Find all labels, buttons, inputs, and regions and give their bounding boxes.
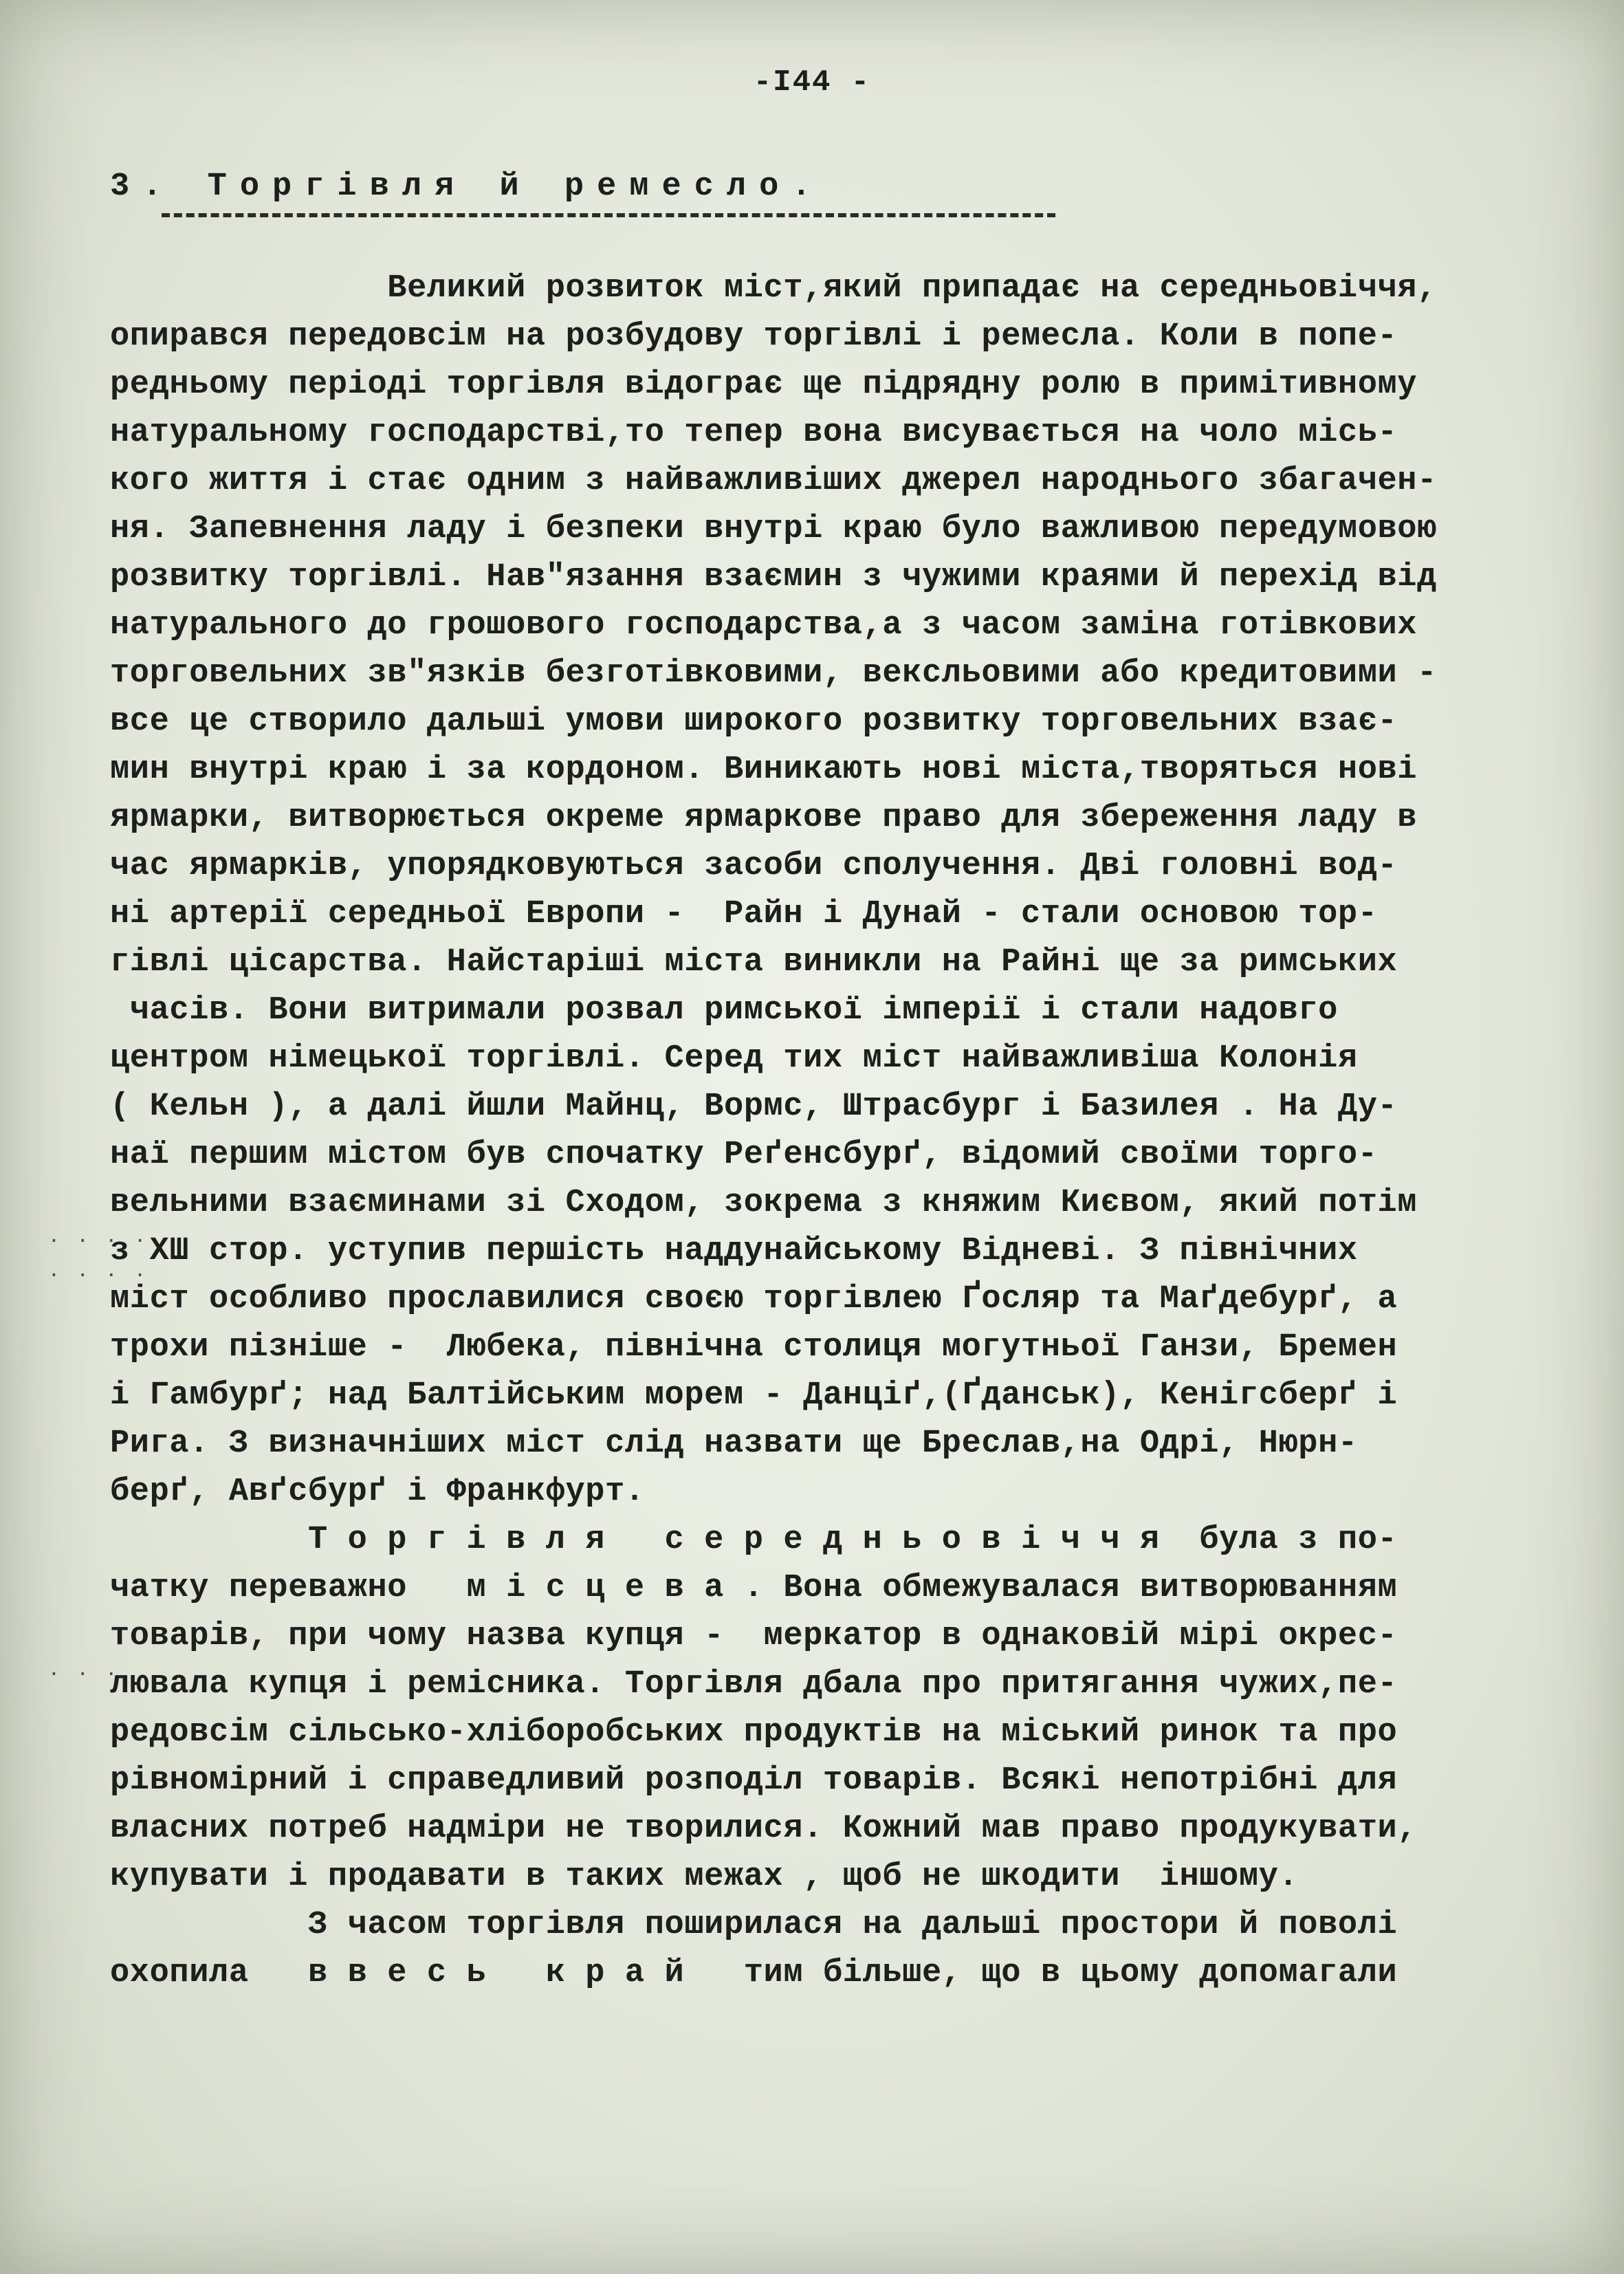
heading-underline: [162, 213, 1055, 217]
page-number: -I44 -: [753, 65, 871, 100]
text-line: і Гамбурґ; над Балтійським морем - Данціґ,(Ґданськ), Кенігсберґ і: [110, 1377, 1398, 1414]
text-line: ні артерії середньої Европи - Райн і Дунай - стали основою тор-: [110, 896, 1378, 932]
text-line: час ярмарків, упорядковуються засоби сполучення. Дві головні вод-: [110, 848, 1398, 884]
text-line: власних потреб надміри не творилися. Кожний мав право продукувати,: [110, 1811, 1418, 1847]
text-line: центром німецької торгівлі. Серед тих міст найважливіша Колонія: [110, 1040, 1358, 1077]
text-line: наї першим містом був спочатку Реґенсбурґ, відомий своїми торго-: [110, 1137, 1378, 1173]
text-line: трохи пізніше - Любека, північна столиця могутньої Ганзи, Бремен: [110, 1329, 1398, 1366]
text-line: з ХШ стор. уступив першість наддунайському Відневі. З північних: [110, 1233, 1358, 1269]
text-line: редньому періоді торгівля відограє ще підрядну ролю в примітивному: [110, 367, 1418, 403]
text-line: Рига. З визначніших міст слід назвати ще Бреслав,на Одрі, Нюрн-: [110, 1425, 1358, 1462]
text-line: Великий розвиток міст,який припадає на середньовіччя,: [110, 270, 1437, 307]
text-line: товарів, при чому назва купця - меркатор в однаковій мірі окрес-: [110, 1618, 1398, 1654]
text-line: ( Кельн ), а далі йшли Майнц, Вормс, Штрасбург і Базилея . На Ду-: [110, 1089, 1398, 1125]
text-line: редовсім сільсько-хліборобських продуктів на міський ринок та про: [110, 1714, 1398, 1751]
text-line: натурального до грошового господарства,а з часом заміна готівкових: [110, 607, 1418, 644]
text-line: натуральному господарстві,то тепер вона висувається на чоло місь-: [110, 415, 1398, 451]
text-line: все це створило дальші умови широкого розвитку торговельних взає-: [110, 703, 1398, 740]
text-line: гівлі цісарства. Найстаріші міста виникли на Райні ще за римських: [110, 944, 1398, 981]
text-line: З часом торгівля поширилася на дальші простори й поволі: [110, 1907, 1398, 1943]
text-line: лювала купця і ремісника. Торгівля дбала про притягання чужих,пе-: [110, 1666, 1398, 1703]
text-line: Т о р г і в л я с е р е д н ь о в і ч ч я була з по-: [110, 1522, 1398, 1558]
text-line: торговельних зв"язків безготівковими, вексльовими або кредитовими -: [110, 655, 1437, 692]
text-line: мин внутрі краю і за кордоном. Виникають нові міста,творяться нові: [110, 752, 1418, 788]
section-heading: 3. Торгівля й ремесло.: [110, 168, 824, 205]
text-line: часів. Вони витримали розвал римської імперії і стали надовго: [110, 992, 1338, 1029]
text-line: вельними взаєминами зі Сходом, зокрема з княжим Києвом, який потім: [110, 1185, 1418, 1221]
text-line: чатку переважно м і с ц е в а . Вона обмежувалася витворюванням: [110, 1570, 1398, 1606]
text-line: кого життя і стає одним з найважливіших джерел народнього збагачен-: [110, 463, 1437, 499]
text-line: ня. Запевнення ладу і безпеки внутрі краю було важливою передумовою: [110, 511, 1437, 547]
text-line: берґ, Авґсбурґ і Франкфурт.: [110, 1474, 645, 1510]
margin-mark: . . . .: [48, 1224, 149, 1247]
text-line: купувати і продавати в таких межах , щоб не шкодити іншому.: [110, 1859, 1299, 1895]
text-line: рівномірний і справедливий розподіл товарів. Всякі непотрібні для: [110, 1762, 1398, 1799]
margin-mark: . . .: [48, 1657, 120, 1680]
text-line: міст особливо прославилися своєю торгівлею Ґосляр та Маґдебурґ, а: [110, 1281, 1398, 1318]
body-text: [110, 265, 1588, 1998]
text-line: охопила в в е с ь к р а й тим більше, що в цьому допомагали: [110, 1955, 1398, 1991]
text-line: опирався передовсім на розбудову торгівлі і ремесла. Коли в попе-: [110, 318, 1398, 355]
text-line: ярмарки, витворюється окреме ярмаркове право для збереження ладу в: [110, 800, 1418, 836]
margin-mark: . . . .: [48, 1258, 149, 1281]
text-line: розвитку торгівлі. Нав"язання взаємин з чужими краями й перехід від: [110, 559, 1437, 595]
